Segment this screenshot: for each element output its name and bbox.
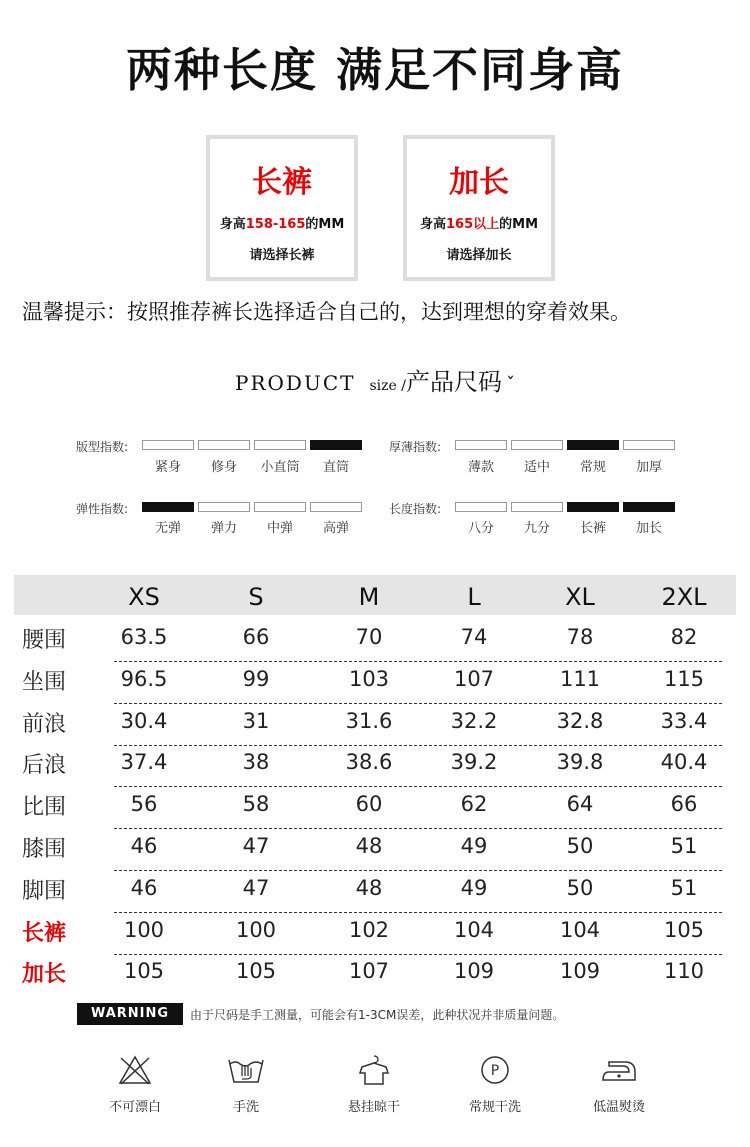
length-index-bar: [455, 502, 675, 512]
table-row: [14, 910, 736, 952]
row-label: 脚围: [22, 878, 67, 904]
index-segment: [567, 502, 619, 512]
table-cell: 30.4: [120, 708, 168, 733]
elasticity-index-label: 弹性指数:: [76, 502, 129, 516]
dry-clean-icon: [478, 1054, 512, 1086]
table-cell: 37.4: [120, 750, 168, 775]
index-segment: [511, 440, 563, 450]
table-cell: 100: [123, 917, 165, 942]
table-cell: 100: [235, 917, 277, 942]
index-option-label: 直筒: [322, 460, 349, 475]
index-segment: [623, 502, 675, 512]
table-cell: 110: [663, 959, 705, 984]
table-cell: 105: [235, 959, 277, 984]
table-cell: 111: [559, 666, 601, 691]
card-recommend-text: 请选择加长: [446, 248, 512, 263]
low-iron-icon: [599, 1054, 639, 1086]
table-cell: 63.5: [120, 625, 168, 649]
fit-index-options: [142, 456, 362, 475]
thickness-index-options: [455, 456, 675, 475]
elasticity-index-bar: [142, 502, 362, 512]
table-cell: 50: [566, 875, 594, 900]
table-cell: 49: [460, 834, 488, 858]
product-size-heading: PRODUCT size /产品尺码 ˇ: [235, 368, 515, 396]
card-height-text: 身高165以上的MM: [419, 217, 539, 232]
index-segment: [198, 502, 250, 512]
table-cell: 31.6: [345, 708, 393, 733]
table-row: [14, 868, 736, 910]
index-option-label: 加长: [635, 521, 662, 536]
size-table-header: [14, 575, 736, 615]
table-cell: 78: [566, 625, 594, 649]
table-cell: 40.4: [660, 750, 708, 775]
table-cell: 104: [453, 917, 495, 942]
size-header-2xl: 2XL: [661, 583, 707, 611]
length-card-extended: [403, 135, 555, 281]
table-cell: 60: [355, 792, 383, 817]
index-option-label: 无弹: [154, 521, 181, 536]
index-option-label: 八分: [467, 521, 494, 536]
index-segment: [455, 502, 507, 512]
index-option-label: 加厚: [635, 460, 662, 475]
table-cell: 115: [663, 666, 705, 691]
table-cell: 70: [355, 625, 383, 649]
size-header-m: M: [358, 583, 380, 611]
row-label: 长裤: [22, 920, 67, 946]
length-index-options: [455, 517, 675, 536]
tip-text: 温馨提示：按照推荐裤长选择适合自己的，达到理想的穿着效果。: [22, 300, 631, 324]
table-cell: 38.6: [345, 750, 393, 775]
row-label: 膝围: [22, 837, 67, 862]
index-option-label: 薄款: [467, 460, 494, 475]
table-cell: 51: [670, 875, 698, 900]
table-cell: 51: [670, 834, 698, 858]
chevron-down-icon: ˇ: [505, 374, 515, 395]
index-option-label: 长裤: [579, 521, 606, 536]
table-cell: 103: [348, 666, 390, 691]
card-recommend-text: 请选择长裤: [249, 248, 315, 263]
warning-badge: WARNING: [77, 1003, 183, 1025]
table-cell: 99: [242, 666, 270, 691]
table-cell: 82: [670, 625, 698, 649]
row-label: 坐围: [22, 669, 67, 695]
index-option-label: 小直筒: [260, 460, 300, 475]
index-segment: [310, 440, 362, 450]
table-row: [14, 701, 736, 743]
index-option-label: 常规: [579, 460, 606, 475]
size-header-l: L: [467, 583, 481, 611]
index-segment: [254, 502, 306, 512]
care-hand-wash: 手洗: [196, 1054, 296, 1115]
index-option-label: 高弹: [322, 521, 349, 536]
index-option-label: 九分: [523, 521, 550, 536]
care-low-iron: 低温熨烫: [569, 1054, 669, 1115]
card-height-text: 身高158-165的MM: [219, 217, 345, 232]
table-cell: 64: [566, 792, 594, 817]
row-label: 加长: [22, 962, 67, 988]
index-segment: [455, 440, 507, 450]
table-row: [14, 784, 736, 826]
table-row: [14, 617, 736, 659]
page-title: 两种长度 满足不同身高: [125, 43, 624, 97]
index-option-label: 中弹: [266, 521, 293, 536]
table-cell: 39.2: [450, 750, 498, 775]
table-cell: 33.4: [660, 708, 708, 733]
index-segment: [142, 440, 194, 450]
size-header-xl: XL: [565, 583, 595, 611]
elasticity-index-options: [142, 517, 362, 536]
table-cell: 109: [453, 959, 495, 984]
table-cell: 47: [242, 875, 270, 900]
index-segment: [254, 440, 306, 450]
hand-wash-icon: [226, 1054, 266, 1086]
table-cell: 48: [355, 875, 383, 900]
table-row: [14, 826, 736, 868]
table-cell: 46: [130, 875, 158, 900]
index-option-label: 紧身: [154, 460, 181, 475]
table-row: [14, 659, 736, 701]
index-segment: [310, 502, 362, 512]
table-cell: 62: [460, 792, 488, 817]
row-label: 比围: [22, 795, 67, 821]
index-segment: [623, 440, 675, 450]
table-cell: 74: [460, 625, 488, 649]
warning-text: 由于尺码是手工测量，可能会有1-3CM误差，此种状况并非质量问题。: [190, 1008, 565, 1022]
table-cell: 56: [130, 792, 158, 817]
card-title: 加长: [449, 165, 509, 200]
no-bleach-icon: [117, 1054, 153, 1086]
care-no-bleach: 不可漂白: [85, 1054, 185, 1115]
table-cell: 32.2: [450, 708, 498, 733]
card-title: 长裤: [252, 165, 312, 200]
table-row: [14, 742, 736, 784]
row-label: 腰围: [22, 628, 67, 653]
table-cell: 107: [453, 666, 495, 691]
thickness-index-label: 厚薄指数:: [389, 440, 442, 454]
svg-text:P: P: [490, 1063, 500, 1079]
thickness-index-bar: [455, 440, 675, 450]
length-card-regular: [206, 135, 358, 281]
table-cell: 107: [348, 959, 390, 984]
table-cell: 49: [460, 875, 488, 900]
table-cell: 105: [663, 917, 705, 942]
index-segment: [198, 440, 250, 450]
length-index-label: 长度指数:: [389, 502, 442, 516]
table-cell: 46: [130, 834, 158, 858]
table-cell: 109: [559, 959, 601, 984]
care-dry-clean: P 常规干洗: [445, 1054, 545, 1115]
table-cell: 32.8: [556, 708, 604, 733]
size-header-xs: XS: [128, 583, 160, 611]
table-cell: 47: [242, 834, 270, 858]
table-cell: 38: [242, 750, 270, 775]
index-segment: [511, 502, 563, 512]
fit-index-label: 版型指数:: [76, 440, 129, 454]
table-cell: 96.5: [120, 666, 168, 691]
index-segment: [142, 502, 194, 512]
table-cell: 105: [123, 959, 165, 984]
table-cell: 66: [670, 792, 698, 817]
table-row: [14, 951, 736, 993]
table-cell: 31: [242, 708, 270, 733]
care-hang-dry: 悬挂晾干: [324, 1054, 424, 1115]
table-cell: 50: [566, 834, 594, 858]
hang-dry-icon: [356, 1054, 392, 1086]
index-option-label: 弹力: [210, 521, 237, 536]
table-cell: 39.8: [556, 750, 604, 775]
size-header-s: S: [248, 583, 264, 611]
table-cell: 104: [559, 917, 601, 942]
row-label: 前浪: [22, 711, 67, 737]
index-option-label: 适中: [523, 460, 550, 475]
table-cell: 102: [348, 917, 390, 942]
table-cell: 58: [242, 792, 270, 817]
fit-index-bar: [142, 440, 362, 450]
table-cell: 48: [355, 834, 383, 858]
row-label: 后浪: [22, 753, 67, 779]
index-segment: [567, 440, 619, 450]
table-cell: 66: [242, 625, 270, 649]
index-option-label: 修身: [210, 460, 237, 475]
